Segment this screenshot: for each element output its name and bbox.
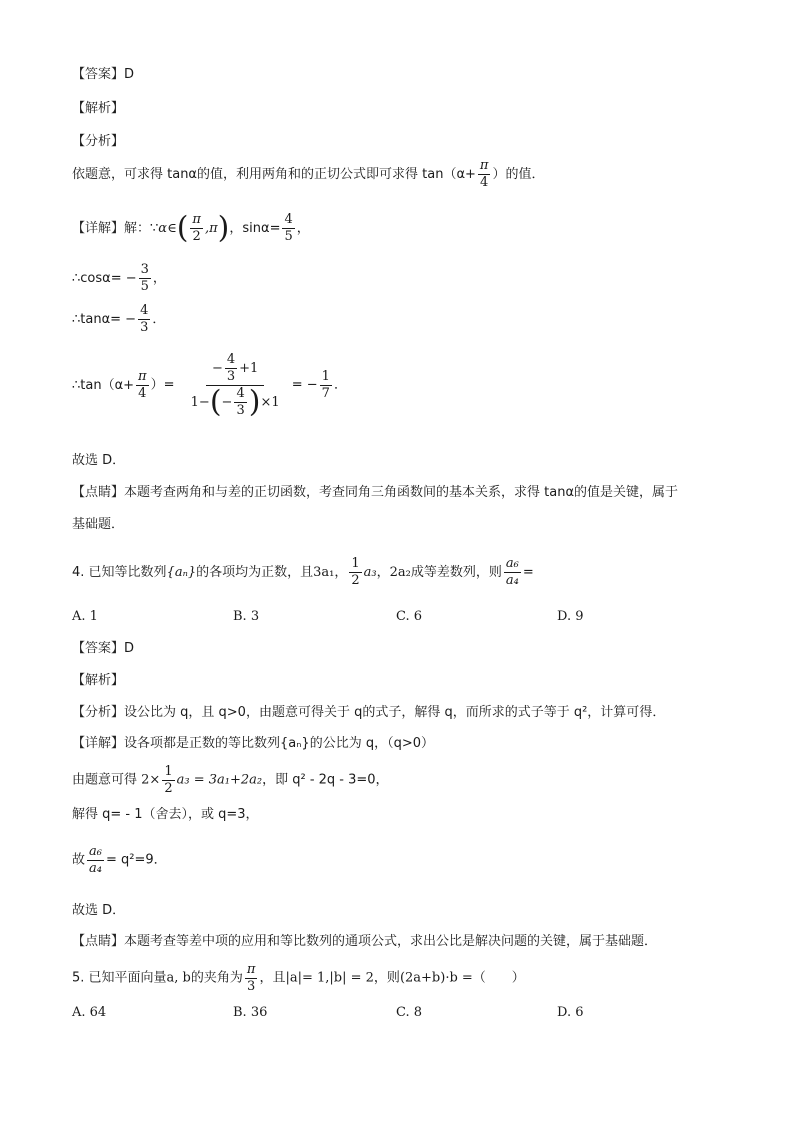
fenxi-text-b: ）的值． [492, 167, 545, 182]
q4-detail-text: 设各项都是正数的等比数列{aₙ}的公比为 q，（q>0） [124, 736, 435, 751]
q4-detail-line: 【详解】设各项都是正数的等比数列{aₙ}的公比为 q，（q>0） [72, 736, 435, 751]
q5-stem: 5. 已知平面向量a, b的夹角为 $\frac{\pi}{3}$ ，且|a|= 1,|b| = 2，则(2a+b)·b =（ ） [72, 962, 525, 994]
q4-therefore-ratio: $\frac{\text{a₆}}{\text{a₄}}$ [89, 844, 102, 876]
q4-half: $\frac{1}{2}$ [351, 556, 360, 588]
q5-option-d[interactable]: D. 6 [557, 1005, 584, 1020]
cos-end: ， [152, 271, 166, 286]
q4-answer-value: D [124, 641, 135, 656]
comment-text: 本题考查两角和与差的正切函数，考查同角三角函数间的基本关系，求得 tanα的值是关键，属于 [124, 485, 679, 500]
detail-line [72, 212, 310, 245]
q4-option-a[interactable]: A. 1 [72, 609, 98, 624]
sin-end: ， [296, 221, 310, 236]
cos-frac: $\frac{3}{5}$ [140, 262, 149, 294]
answer-line [72, 66, 134, 84]
q5-option-a[interactable]: A. 64 [72, 1005, 107, 1020]
fenxi-text-a: 依题意，可求得 tanα的值，利用两角和的正切公式即可求得 tan（α+ [72, 167, 476, 182]
comma-pi: ,π [204, 221, 218, 236]
q4-therefore-line: 故 $\frac{\text{a₆}}{\text{a₄}}$ = q²=9． [72, 844, 167, 876]
choose-line-1: 故选 D． [72, 453, 126, 468]
q4-option-d[interactable]: D. 9 [557, 609, 584, 624]
comment-tag: 【点睛】 [72, 485, 125, 500]
tansum-pi-over-4: $\frac{\pi}{4}$ [138, 369, 147, 401]
fenxi-text [72, 158, 544, 191]
tan-line [72, 303, 165, 336]
equals-neg: = − [291, 377, 318, 393]
q5-expression: (2a+b)·b =（ ） [399, 970, 525, 986]
tansum-text-a: ∴tan（α+ [72, 377, 135, 393]
q4-analysis-tag: 【解析】 [72, 673, 125, 688]
q4-seq: {aₙ} [166, 565, 197, 580]
q4-equation-line: 由题意可得 2× $\frac{1}{2}$ a₃ = 3a₁+2a₂，即 q² - 2q - 3=0， [72, 764, 389, 796]
q4-option-c[interactable]: C. 6 [396, 609, 423, 624]
analysis-tag: 【解析】 [72, 101, 125, 116]
cos-line [72, 262, 166, 295]
big-fraction-denominator: 1−(− $\frac{4}{3}$ )×1 [190, 384, 280, 420]
q5-vectors: a, b [166, 970, 191, 986]
q4-term3: 2a₂ [389, 565, 411, 580]
q5-angle: $\frac{\pi}{3}$ [246, 962, 256, 994]
q4-stem: 4. 已知等比数列{aₙ}的各项均为正数，且3a₁， $\frac{1}{2}$ a₃，2a₂成等差数列，则 $\frac{\text{a₆}}{\text{a₄}}$ = [72, 556, 534, 588]
q4-ratio: $\frac{\text{a₆}}{\text{a₄}}$ [505, 556, 519, 588]
detail-text-a: 解：∵ [124, 221, 159, 236]
q4-comment-line: 【点睛】本题考查等差中项的应用和等比数列的通项公式，求出公比是解决问题的关键，属于基础题． [72, 934, 658, 949]
q4-fenxi-text: 设公比为 q，且 q>0，由题意可得关于 q的式子，解得 q，而所求的式子等于 q²，计算可得． [124, 705, 666, 720]
q4-answer-line: 【答案】D [72, 641, 135, 656]
comment-line-1 [72, 484, 678, 502]
den-frac: $\frac{4}{3}$ [236, 386, 245, 418]
result-frac: $\frac{1}{7}$ [321, 369, 330, 401]
sin-frac: $\frac{4}{5}$ [284, 212, 293, 244]
fenxi-tag: 【分析】 [72, 134, 125, 149]
q4-term2: a₃ [363, 565, 377, 580]
pi-over-4: $\frac{\pi}{4}$ [479, 158, 489, 190]
q5-condition: |a|= 1,|b| = 2 [285, 970, 374, 986]
big-fraction-numerator: − $\frac{4}{3}$ +1 [206, 352, 264, 386]
q4-choose-line: 故选 D． [72, 903, 126, 918]
sin-text: ，sinα= [229, 221, 281, 236]
tansum-text-b: ）= [150, 377, 175, 393]
left-paren: ( [176, 210, 189, 246]
result-end: ． [333, 377, 347, 393]
q4-fenxi-line: 【分析】设公比为 q，且 q>0，由题意可得关于 q的式子，解得 q，而所求的式子等于 q²，计算可得． [72, 705, 666, 720]
q4-option-b[interactable]: B. 3 [233, 609, 260, 624]
big-fraction [185, 352, 286, 419]
right-paren: ) [217, 210, 230, 246]
tan-end: ． [152, 312, 166, 327]
q4-solve-line: 解得 q= - 1（舍去），或 q=3， [72, 807, 259, 822]
comment-line-2: 基础题． [72, 517, 125, 532]
tansum-line [72, 352, 347, 419]
detail-tag: 【详解】 [72, 221, 125, 236]
q4-term1: 3a₁ [313, 565, 335, 580]
cos-text: ∴cosα= − [72, 271, 137, 286]
tan-frac: $\frac{4}{3}$ [140, 303, 149, 335]
q5-option-b[interactable]: B. 36 [233, 1005, 268, 1020]
q5-option-c[interactable]: C. 8 [396, 1005, 423, 1020]
tan-text: ∴tanα= − [72, 312, 137, 327]
num-frac: $\frac{4}{3}$ [226, 352, 236, 384]
q4-eq-half: $\frac{1}{2}$ [164, 764, 173, 796]
answer-value: D [124, 67, 135, 82]
alpha-in: α∈ [158, 221, 177, 236]
answer-tag: 【答案】 [72, 67, 125, 82]
pi-over-2: $\frac{\pi}{2}$ [192, 212, 201, 244]
q4-comment-text: 本题考查等差中项的应用和等比数列的通项公式，求出公比是解决问题的关键，属于基础题． [124, 934, 658, 949]
